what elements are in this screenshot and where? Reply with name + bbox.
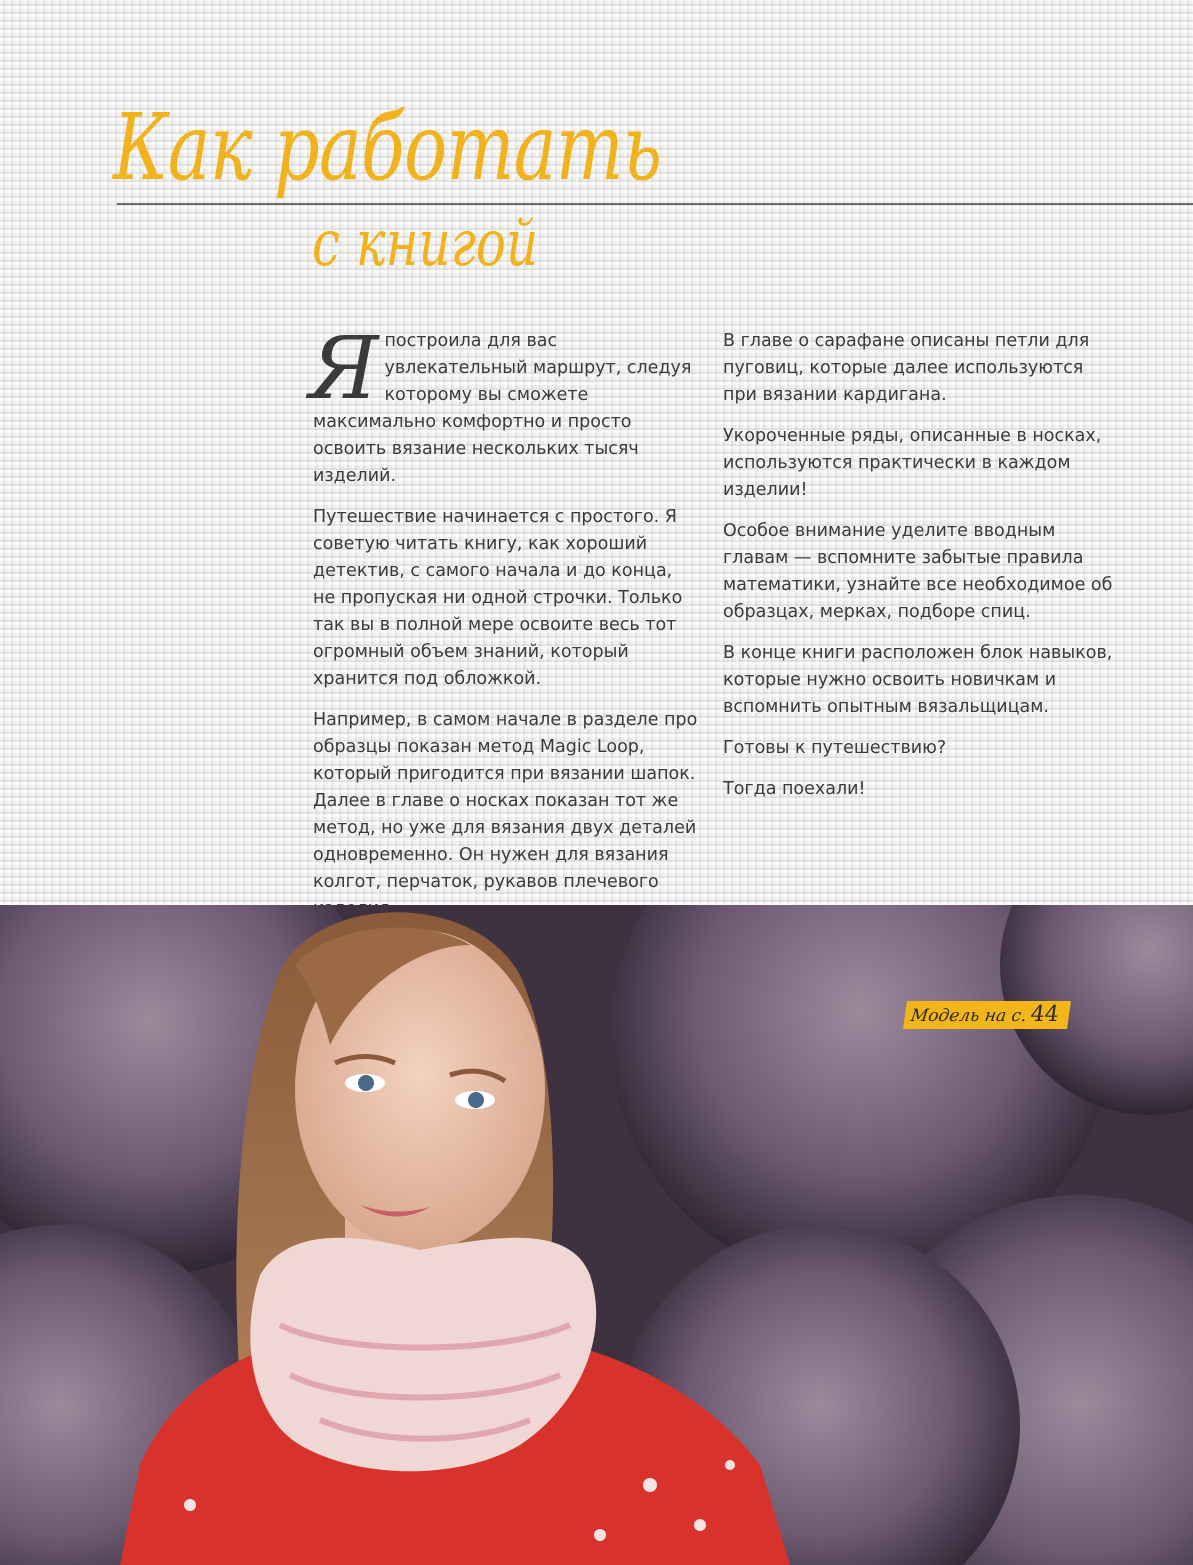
paragraph: Например, в самом начале в разделе про образцы показан метод Magic Loop, который пригодится при вязании шапок. Далее в главе о носках показан тот же метод, но уже для вязания двух деталей одновременно. Он нужен для вязания колгот, перчаток, рукавов плечевого xyxy=(313,710,698,892)
paragraph: Тогда поехали! xyxy=(723,779,866,799)
paragraph: В главе о сарафане описаны петли для пуговиц, которые далее используются при вязании кардигана. xyxy=(723,331,1090,405)
model-tag-page: 44 xyxy=(1028,1002,1061,1027)
page-title-line1: Как работать xyxy=(113,94,662,201)
title-rule xyxy=(117,203,1193,205)
right-column xyxy=(723,328,1113,817)
paragraph: Особое внимание уделите вводным главам — вспомните забытые правила математики, узнайте все необходимое об образцах, мерках, подборе спиц. xyxy=(723,521,1113,622)
left-column xyxy=(309,319,698,937)
intro-paragraph xyxy=(309,319,698,490)
paragraph: Готовы к путешествию? xyxy=(723,738,947,758)
paragraph: В конце книги расположен блок навыков, которые нужно освоить новичкам и вспомнить опытным вязальщицам. xyxy=(723,643,1113,717)
drop-cap: Я xyxy=(309,319,379,419)
intro-text: построила для вас увлекательный маршрут, следуя которому вы сможете максимально комфортно и просто освоить вязание нескольких тысяч изделий. xyxy=(313,331,692,486)
paragraph: Путешествие начинается с простого. Я советую читать книгу, как хороший детектив, с самого начала и до конца, не пропуская ни одной строчки. Только так вы в полной мере освоите весь тот огромный объем знаний, который хранится под обложкой. xyxy=(313,507,683,689)
model-page-tag xyxy=(903,1001,1071,1029)
page-title-line2: с книгой xyxy=(312,207,539,281)
model-tag-label: Модель на с. xyxy=(909,1006,1028,1026)
paragraph: Укороченные ряды, описанные в носках, используются практически в каждом изделии! xyxy=(723,426,1102,500)
